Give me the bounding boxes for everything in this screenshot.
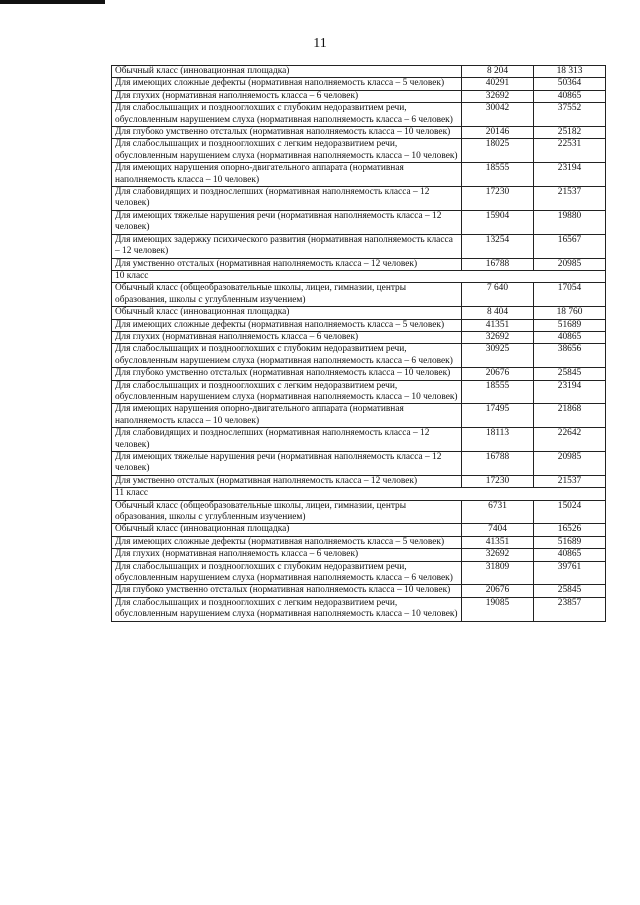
table-row: [112, 428, 606, 452]
row-label: Для умственно отсталых (нормативная наполняемость класса – 12 человек): [112, 475, 462, 487]
row-label: Для имеющих тяжелые нарушения речи (нормативная наполняемость класса – 12 человек): [112, 452, 462, 476]
value-col-1: 41351: [462, 536, 534, 548]
value-col-1: 17230: [462, 187, 534, 211]
value-col-2: 25845: [534, 368, 606, 380]
row-label: Для слабослышащих и позднооглохших с легким недоразвитием речи, обусловленным нарушением слуха (нормативная наполняемость класса – 10 человек): [112, 380, 462, 404]
row-label: Для имеющих тяжелые нарушения речи (нормативная наполняемость класса – 12 человек): [112, 210, 462, 234]
value-col-2: 40865: [534, 331, 606, 343]
table-row: [112, 139, 606, 163]
row-label: Обычный класс (инновационная площадка): [112, 66, 462, 78]
row-label: Для слабослышащих и позднооглохших с легким недоразвитием речи, обусловленным нарушением слуха (нормативная наполняемость класса – 10 человек): [112, 139, 462, 163]
value-col-1: 19085: [462, 597, 534, 621]
value-col-2: 40865: [534, 549, 606, 561]
value-col-2: 25182: [534, 127, 606, 139]
value-col-1: 20676: [462, 585, 534, 597]
cost-norms-table: [111, 65, 606, 622]
value-col-1: 17495: [462, 404, 534, 428]
row-label: Для глубоко умственно отсталых (нормативная наполняемость класса – 10 человек): [112, 127, 462, 139]
table-row: [112, 344, 606, 368]
page-number: 11: [313, 36, 327, 51]
table-row: [112, 163, 606, 187]
value-col-1: 13254: [462, 234, 534, 258]
value-col-2: 19880: [534, 210, 606, 234]
value-col-1: 17230: [462, 475, 534, 487]
value-col-1: 18555: [462, 163, 534, 187]
value-col-2: 18 313: [534, 66, 606, 78]
table-row: [112, 127, 606, 139]
table-row: [112, 524, 606, 536]
value-col-1: 20676: [462, 368, 534, 380]
value-col-2: 51689: [534, 319, 606, 331]
value-col-2: 16526: [534, 524, 606, 536]
table-row: [112, 536, 606, 548]
value-col-1: 41351: [462, 319, 534, 331]
value-col-1: 30042: [462, 103, 534, 127]
value-col-1: 40291: [462, 78, 534, 90]
table-row: [112, 258, 606, 270]
value-col-2: 21868: [534, 404, 606, 428]
value-col-2: 37552: [534, 103, 606, 127]
table-row: [112, 452, 606, 476]
row-label: Для имеющих задержку психического развития (нормативная наполняемость класса – 12 человек): [112, 234, 462, 258]
row-label: Для глухих (нормативная наполняемость класса – 6 человек): [112, 549, 462, 561]
table-row: [112, 404, 606, 428]
value-col-1: 18025: [462, 139, 534, 163]
table-row: [112, 368, 606, 380]
value-col-2: 20985: [534, 452, 606, 476]
table-row: [112, 475, 606, 487]
table-row: [112, 103, 606, 127]
value-col-1: 6731: [462, 500, 534, 524]
row-label: Обычный класс (общеобразовательные школы, лицеи, гимназии, центры образования, школы с углубленным изучением): [112, 500, 462, 524]
row-label: Для имеющих нарушения опорно-двигательного аппарата (нормативная наполняемость класса – 10 человек): [112, 163, 462, 187]
row-label: Для слабослышащих и позднооглохших с глубоким недоразвитием речи, обусловленным нарушением слуха (нормативная наполняемость класса – 6 человек): [112, 103, 462, 127]
value-col-2: 22531: [534, 139, 606, 163]
value-col-2: 40865: [534, 90, 606, 102]
table-row: [112, 549, 606, 561]
value-col-2: 23194: [534, 163, 606, 187]
row-label: Для глубоко умственно отсталых (нормативная наполняемость класса – 10 человек): [112, 368, 462, 380]
value-col-1: 8 204: [462, 66, 534, 78]
row-label: Обычный класс (общеобразовательные школы, лицеи, гимназии, центры образования, школы с углубленным изучением): [112, 283, 462, 307]
value-col-2: 51689: [534, 536, 606, 548]
table-row: [112, 90, 606, 102]
value-col-1: 32692: [462, 549, 534, 561]
row-label: Обычный класс (инновационная площадка): [112, 524, 462, 536]
value-col-2: 23194: [534, 380, 606, 404]
value-col-1: 32692: [462, 90, 534, 102]
table-row: [112, 597, 606, 621]
section-row: [112, 488, 606, 500]
row-label: Для слабослышащих и позднооглохших с глубоким недоразвитием речи, обусловленным нарушением слуха (нормативная наполняемость класса – 6 человек): [112, 561, 462, 585]
value-col-1: 16788: [462, 258, 534, 270]
value-col-2: 22642: [534, 428, 606, 452]
row-label: Для глухих (нормативная наполняемость класса – 6 человек): [112, 331, 462, 343]
value-col-1: 16788: [462, 452, 534, 476]
row-label: Для слабовидящих и позднослепших (нормативная наполняемость класса – 12 человек): [112, 428, 462, 452]
value-col-2: 15024: [534, 500, 606, 524]
value-col-2: 21537: [534, 187, 606, 211]
table-row: [112, 500, 606, 524]
value-col-2: 18 760: [534, 307, 606, 319]
table-row: [112, 380, 606, 404]
section-heading: 11 класс: [112, 488, 606, 500]
table-row: [112, 331, 606, 343]
value-col-2: 25845: [534, 585, 606, 597]
value-col-1: 18113: [462, 428, 534, 452]
value-col-1: 32692: [462, 331, 534, 343]
top-edge-bar: [0, 0, 105, 4]
row-label: Для имеющих сложные дефекты (нормативная наполняемость класса – 5 человек): [112, 78, 462, 90]
value-col-1: 7 640: [462, 283, 534, 307]
value-col-1: 20146: [462, 127, 534, 139]
row-label: Для глубоко умственно отсталых (нормативная наполняемость класса – 10 человек): [112, 585, 462, 597]
row-label: Для глухих (нормативная наполняемость класса – 6 человек): [112, 90, 462, 102]
value-col-1: 7404: [462, 524, 534, 536]
value-col-1: 18555: [462, 380, 534, 404]
table-row: [112, 585, 606, 597]
row-label: Для имеющих сложные дефекты (нормативная наполняемость класса – 5 человек): [112, 319, 462, 331]
table-row: [112, 78, 606, 90]
value-col-2: 39761: [534, 561, 606, 585]
row-label: Для слабослышащих и позднооглохших с легким недоразвитием речи, обусловленным нарушением слуха (нормативная наполняемость класса – 10 человек): [112, 597, 462, 621]
table-row: [112, 210, 606, 234]
value-col-2: 23857: [534, 597, 606, 621]
row-label: Для слабослышащих и позднооглохших с глубоким недоразвитием речи, обусловленным нарушением слуха (нормативная наполняемость класса – 6 человек): [112, 344, 462, 368]
table-body: [112, 66, 606, 622]
row-label: Обычный класс (инновационная площадка): [112, 307, 462, 319]
value-col-2: 38656: [534, 344, 606, 368]
table-row: [112, 187, 606, 211]
table-row: [112, 319, 606, 331]
row-label: Для умственно отсталых (нормативная наполняемость класса – 12 человек): [112, 258, 462, 270]
value-col-2: 20985: [534, 258, 606, 270]
value-col-1: 8 404: [462, 307, 534, 319]
table-row: [112, 66, 606, 78]
section-row: [112, 270, 606, 282]
row-label: Для имеющих сложные дефекты (нормативная наполняемость класса – 5 человек): [112, 536, 462, 548]
value-col-1: 15904: [462, 210, 534, 234]
row-label: Для имеющих нарушения опорно-двигательного аппарата (нормативная наполняемость класса – 10 человек): [112, 404, 462, 428]
value-col-1: 30925: [462, 344, 534, 368]
row-label: Для слабовидящих и позднослепших (нормативная наполняемость класса – 12 человек): [112, 187, 462, 211]
value-col-2: 50364: [534, 78, 606, 90]
value-col-2: 17054: [534, 283, 606, 307]
table-row: [112, 561, 606, 585]
table-row: [112, 283, 606, 307]
table-row: [112, 234, 606, 258]
value-col-1: 31809: [462, 561, 534, 585]
section-heading: 10 класс: [112, 270, 606, 282]
value-col-2: 16567: [534, 234, 606, 258]
value-col-2: 21537: [534, 475, 606, 487]
table-row: [112, 307, 606, 319]
